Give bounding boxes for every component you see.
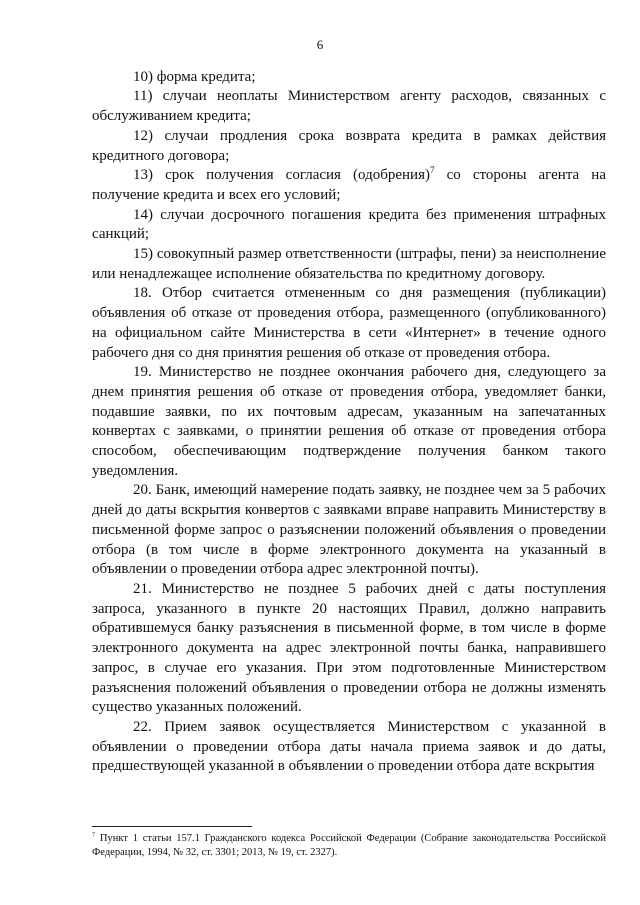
paragraph-10: 10) форма кредита; — [133, 68, 256, 85]
footnote — [92, 832, 606, 859]
footnote-mark: 7 — [92, 831, 96, 839]
footnote-text: Пункт 1 статьи 157.1 Гражданского кодекса Российской Федерации (Собрание законодательства Российской Федерации, 1994, № 32, ст. 3301; 2013, № 19, ст. 2327). — [92, 833, 606, 858]
paragraph-13-text: 13) срок получения согласия (одобрения) — [133, 167, 430, 184]
paragraph-13 — [92, 166, 606, 205]
paragraph-15: 15) совокупный размер ответственности (штрафы, пени) за неисполнение или ненадлежащее исполнение обязательства по кредитному договору. — [92, 246, 606, 282]
paragraph-20: 20. Банк, имеющий намерение подать заявку, не позднее чем за 5 рабочих дней до даты вскрытия конвертов с заявками вправе направить Министерству в письменной форме запрос о разъяснении положений объявления о проведении отбора (в том числе в форме электронного документа на указанный в объявлении о проведении отбора адрес электронной почты). — [92, 482, 606, 578]
paragraph-18: 18. Отбор считается отмененным со дня размещения (публикации) объявления об отказе от проведения отбора, размещенного (опубликованного) на официальном сайте Министерства в сети «Интернет» в течение одного рабочего дня со дня принятия решения об отказе от проведения отбора. — [92, 285, 606, 361]
paragraph-14: 14) случаи досрочного погашения кредита без применения штрафных санкций; — [92, 206, 606, 243]
paragraph-19: 19. Министерство не позднее окончания рабочего дня, следующего за днем принятия решения об отказе от проведения отбора, уведомляет банки, подавшие заявки, по их почтовым адресам, указанным на запечатанных конвертах с заявками, о принятии решения об отказе от проведения отбора способом, обеспечивающим подтверждение получения банком такого уведомления. — [92, 364, 606, 479]
paragraph-11: 11) случаи неоплаты Министерством агенту расходов, связанных с обслуживанием кредита; — [92, 88, 606, 125]
paragraph-22: 22. Прием заявок осуществляется Министерством с указанной в объявлении о проведении отбора даты начала приема заявок и до даты, предшествующей указанной в объявлении о проведении отбора дате вскрытия — [92, 718, 606, 775]
footnote-reference: 7 — [429, 165, 435, 176]
paragraph-13-rest: со стороны агента на получение кредита и всех его условий; — [92, 167, 606, 203]
paragraph-21: 21. Министерство не позднее 5 рабочих дней с даты поступления запроса, указанного в пункте 20 настоящих Правил, должно направить обратившемуся банку разъяснения в письменной форме, в том числе в форме электронного документа на адрес электронной почты банка, направившего запрос, в случае его указания. При этом подготовленные Министерством разъяснения положений объявления о проведении отбора не должны изменять существо указанных положений. — [92, 580, 606, 716]
footnote-divider — [92, 826, 252, 827]
paragraph-12: 12) случаи продления срока возврата кредита в рамках действия кредитного договора; — [92, 127, 606, 164]
page-number: 6 — [316, 37, 324, 52]
